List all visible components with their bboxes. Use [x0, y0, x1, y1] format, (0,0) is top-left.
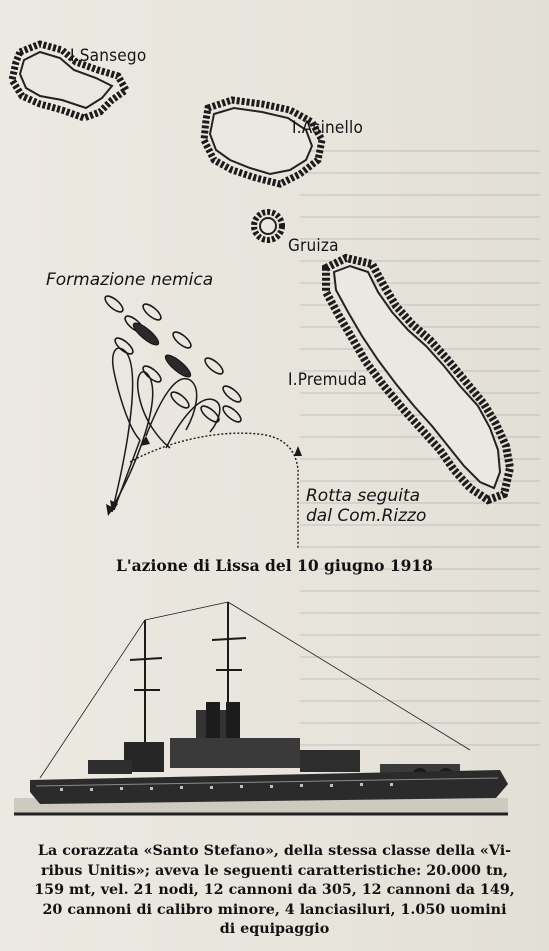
- enemy-ship: [203, 355, 226, 376]
- caption-line: ribus Unitis»; aveva le seguenti caratteristiche: 20.000 tn,: [41, 862, 508, 879]
- label-enemy-formation: Formazione nemica: [46, 270, 214, 290]
- enemy-ship: [221, 403, 244, 424]
- map-title: L'azione di Lissa del 10 giugno 1918: [116, 556, 433, 575]
- enemy-tracks: [110, 348, 220, 512]
- enemy-ship: [141, 301, 164, 322]
- label-gruiza: Gruiza: [288, 236, 339, 256]
- rizzo-route: [130, 433, 298, 548]
- caption-line: La corazzata «Santo Stefano», della stessa classe della «Vi-: [37, 843, 512, 859]
- enemy-ship: [103, 293, 126, 314]
- label-sansego: I.Sansego: [70, 46, 147, 66]
- caption-line: 20 cannoni di calibro minore, 4 lanciasiluri, 1.050 uomini: [42, 901, 507, 918]
- enemy-capital-ships: [131, 320, 194, 380]
- enemy-ship: [171, 329, 194, 350]
- enemy-ship: [199, 403, 222, 424]
- enemy-ship: [169, 389, 192, 410]
- label-route-line1: Rotta seguita: [306, 486, 421, 506]
- caption-line: 159 mt, vel. 21 nodi, 12 cannoni da 305, 12 cannoni da 149,: [34, 882, 515, 898]
- route-arrow: [294, 446, 302, 456]
- enemy-ship: [221, 383, 244, 404]
- battleship-image: [0, 600, 549, 836]
- enemy-ship: [113, 335, 136, 356]
- label-route-line2: dal Com.Rizzo: [306, 506, 427, 526]
- caption-line: di equipaggio: [219, 921, 330, 937]
- ship-caption: [12, 842, 537, 940]
- label-premuda: I.Premuda: [288, 370, 368, 390]
- label-asinello: I.Asinello: [292, 118, 364, 138]
